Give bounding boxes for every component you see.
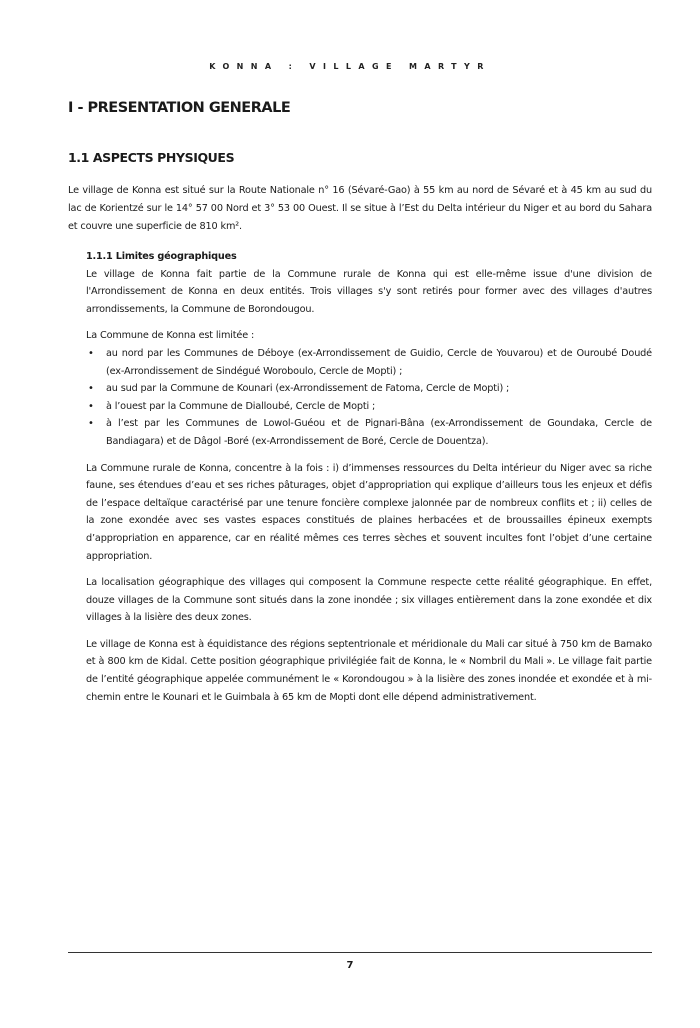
paragraph-position: Le village de Konna est à équidistance des régions septentrionale et méridionale du Mali car situé à 750 km de Bamako et à 800 km de Kidal. Cette position géographique privilégiée fait de Konna, le « Nombril du Mali ». Le village fait partie de l’entité géographique appelée communément le « Korondougou » à la lisière des zones inondée et exondée et à mi-chemin entre le Kounari et le Guimbala à 65 km de Mopti dont elle dépend administrativement. (86, 638, 652, 703)
paragraph-localisation: La localisation géographique des villages qui composent la Commune respecte cette réalité géographique. En effet, douze villages de la Commune sont situés dans la zone inondée ; six villages entièrement dans la zone exondée et dix villages à la lisière des deux zones. (86, 577, 652, 624)
running-header: KONNA : VILLAGE MARTYR (209, 62, 491, 71)
limits-section (86, 248, 652, 715)
paragraph-resources: La Commune rurale de Konna, concentre à la fois : i) d’immenses ressources du Delta intérieur du Niger avec sa riche faune, ses étendues d’eau et ses riches pâturages, objet d’appropriation qui explique d’ailleurs tous les enjeux et défis de l’espace deltaïque caractérisé par une tenure foncière complexe jalonnée par de nombreux conflits et ; ii) celles de la zone exondée avec ses vastes espaces constitués de plaines herbacées et de broussailles épineux exempts d’appropriation en apparence, car en réalité mêmes ces terres sèches et souvent incultes font l’objet d’une certaine appropriation. (86, 462, 652, 562)
intro-paragraph: Le village de Konna est situé sur la Route Nationale n° 16 (Sévaré-Gao) à 55 km au nord de Sévaré et à 45 km au sud du lac de Korientzé sur le 14° 57 00 Nord et 3° 53 00 Ouest. Il se situe à l’Est du Delta intérieur du Niger et au bord du Sahara et couvre une superficie de 810 km². (68, 185, 652, 232)
paragraph-limits-intro: La Commune de Konna est limitée : (86, 330, 255, 342)
section-title: I - PRESENTATION GENERALE (68, 100, 291, 116)
list-item (86, 398, 652, 416)
list-item-text: au nord par les Communes de Déboye (ex-Arrondissement de Guidio, Cercle de Youvarou) et de Ouroubé Doudé (ex-Arrondissement de Sindégué Woroboulo, Cercle de Mopti) ; (106, 347, 652, 377)
bullet-icon: • (88, 400, 94, 412)
limits-list (86, 345, 652, 451)
bullet-icon: • (88, 347, 94, 359)
bullet-icon: • (88, 383, 94, 395)
list-item (86, 345, 652, 380)
paragraph-commune (86, 248, 652, 318)
list-item (86, 415, 652, 450)
paragraph-commune-text: Le village de Konna fait partie de la Commune rurale de Konna qui est elle-même issue d'une division de l'Arrondissement de Konna en deux entités. Trois villages s'y sont retirés pour former avec des villages d'autres arrondissements, la Commune de Borondougou. (86, 268, 652, 315)
list-item-text: à l’ouest par la Commune de Dialloubé, Cercle de Mopti ; (106, 400, 376, 412)
list-item-text: au sud par la Commune de Kounari (ex-Arrondissement de Fatoma, Cercle de Mopti) ; (106, 383, 510, 395)
subsection-title: 1.1 ASPECTS PHYSIQUES (68, 150, 235, 165)
page-number: 7 (346, 960, 354, 971)
footer-divider (68, 952, 652, 953)
subsubsection-title: 1.1.1 Limites géographiques (86, 251, 237, 262)
list-item (86, 380, 652, 398)
list-item-text: à l’est par les Communes de Lowol-Guéou et de Pignari-Bâna (ex-Arrondissement de Goundaka, Cercle de Bandiagara) et de Dâgol -Boré (ex-Arrondissement de Boré, Cercle de Douentza). (106, 418, 652, 447)
bullet-icon: • (88, 418, 94, 430)
